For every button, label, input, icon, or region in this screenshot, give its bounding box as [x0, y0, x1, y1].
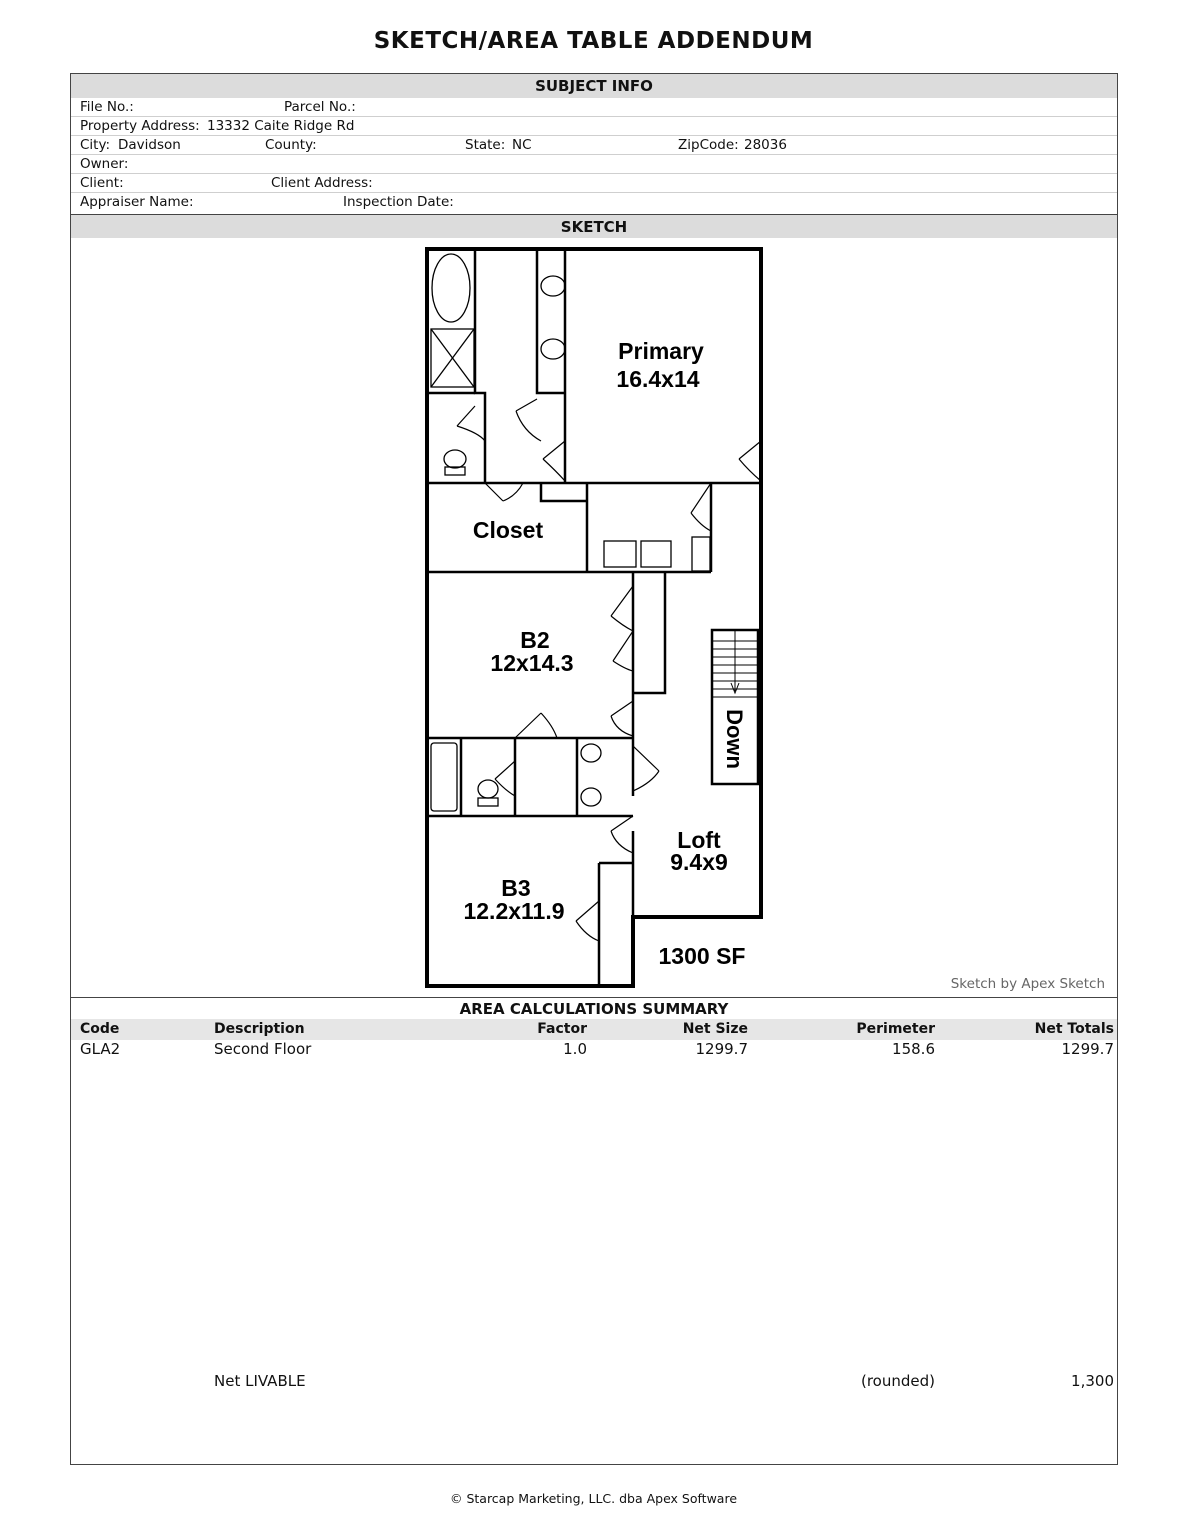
- file-no-label: File No.:: [80, 99, 134, 115]
- zip-label: ZipCode:: [678, 137, 739, 153]
- property-address-label: Property Address:: [80, 118, 200, 134]
- city-value: Davidson: [118, 137, 181, 153]
- room-b3-dim: 12.2x11.9: [463, 898, 565, 924]
- stairs-down-label: Down: [722, 709, 747, 769]
- room-loft-name: Loft: [677, 827, 721, 853]
- table-row: [71, 1038, 1117, 1060]
- col-factor: Factor: [537, 1021, 587, 1037]
- subject-info-header: SUBJECT INFO: [71, 74, 1117, 98]
- rounded-label: (rounded): [860, 1372, 935, 1390]
- room-b3-name: B3: [501, 875, 531, 901]
- net-livable-label: Net LIVABLE: [214, 1372, 306, 1390]
- client-label: Client:: [80, 175, 124, 191]
- subject-row-city: [71, 136, 1117, 155]
- row-factor: 1.0: [563, 1040, 587, 1058]
- col-net-size: Net Size: [682, 1021, 748, 1037]
- zip-value: 28036: [744, 137, 787, 153]
- col-perimeter: Perimeter: [856, 1021, 935, 1037]
- sketch-header: SKETCH: [71, 214, 1117, 238]
- net-livable-value: 1,300: [1071, 1372, 1114, 1390]
- client-address-label: Client Address:: [271, 175, 373, 191]
- sketch-credit: Sketch by Apex Sketch: [950, 976, 1105, 992]
- area-summary-header: AREA CALCULATIONS SUMMARY: [71, 997, 1117, 1019]
- row-net-size: 1299.7: [695, 1040, 748, 1058]
- col-description: Description: [214, 1021, 305, 1037]
- subject-row-appraiser: [71, 193, 1117, 212]
- col-net-totals: Net Totals: [1034, 1021, 1114, 1037]
- page-title: SKETCH/AREA TABLE ADDENDUM: [373, 28, 814, 54]
- appraiser-label: Appraiser Name:: [80, 194, 194, 210]
- inspection-label: Inspection Date:: [343, 194, 454, 210]
- owner-label: Owner:: [80, 156, 129, 172]
- city-label: City:: [80, 137, 111, 153]
- addendum-frame: [70, 73, 1118, 1465]
- net-livable-row: [71, 1370, 1117, 1392]
- county-label: County:: [265, 137, 317, 153]
- parcel-no-label: Parcel No.:: [284, 99, 356, 115]
- outer-wall: [427, 249, 761, 986]
- row-net-totals: 1299.7: [1061, 1040, 1114, 1058]
- room-loft-dim: 9.4x9: [670, 849, 728, 875]
- row-perimeter: 158.6: [892, 1040, 935, 1058]
- state-value: NC: [512, 137, 532, 153]
- property-address-value: 13332 Caite Ridge Rd: [207, 118, 355, 134]
- room-primary-dim: 16.4x14: [616, 366, 700, 392]
- copyright-footer: © Starcap Marketing, LLC. dba Apex Software: [449, 1491, 738, 1506]
- room-primary-name: Primary: [618, 338, 704, 364]
- row-description: Second Floor: [214, 1040, 312, 1058]
- col-code: Code: [80, 1021, 120, 1037]
- room-b2-dim: 12x14.3: [490, 650, 574, 676]
- floor-plan-sketch: [71, 238, 1117, 998]
- row-code: GLA2: [80, 1040, 121, 1058]
- area-column-headers: [71, 1019, 1117, 1040]
- subject-row-owner: [71, 155, 1117, 174]
- subject-row-file: [71, 98, 1117, 117]
- room-b2-name: B2: [520, 627, 550, 653]
- room-closet-name: Closet: [472, 517, 544, 543]
- total-sf-label: 1300 SF: [658, 943, 746, 969]
- subject-row-client: [71, 174, 1117, 193]
- subject-row-address: [71, 117, 1117, 136]
- state-label: State:: [465, 137, 506, 153]
